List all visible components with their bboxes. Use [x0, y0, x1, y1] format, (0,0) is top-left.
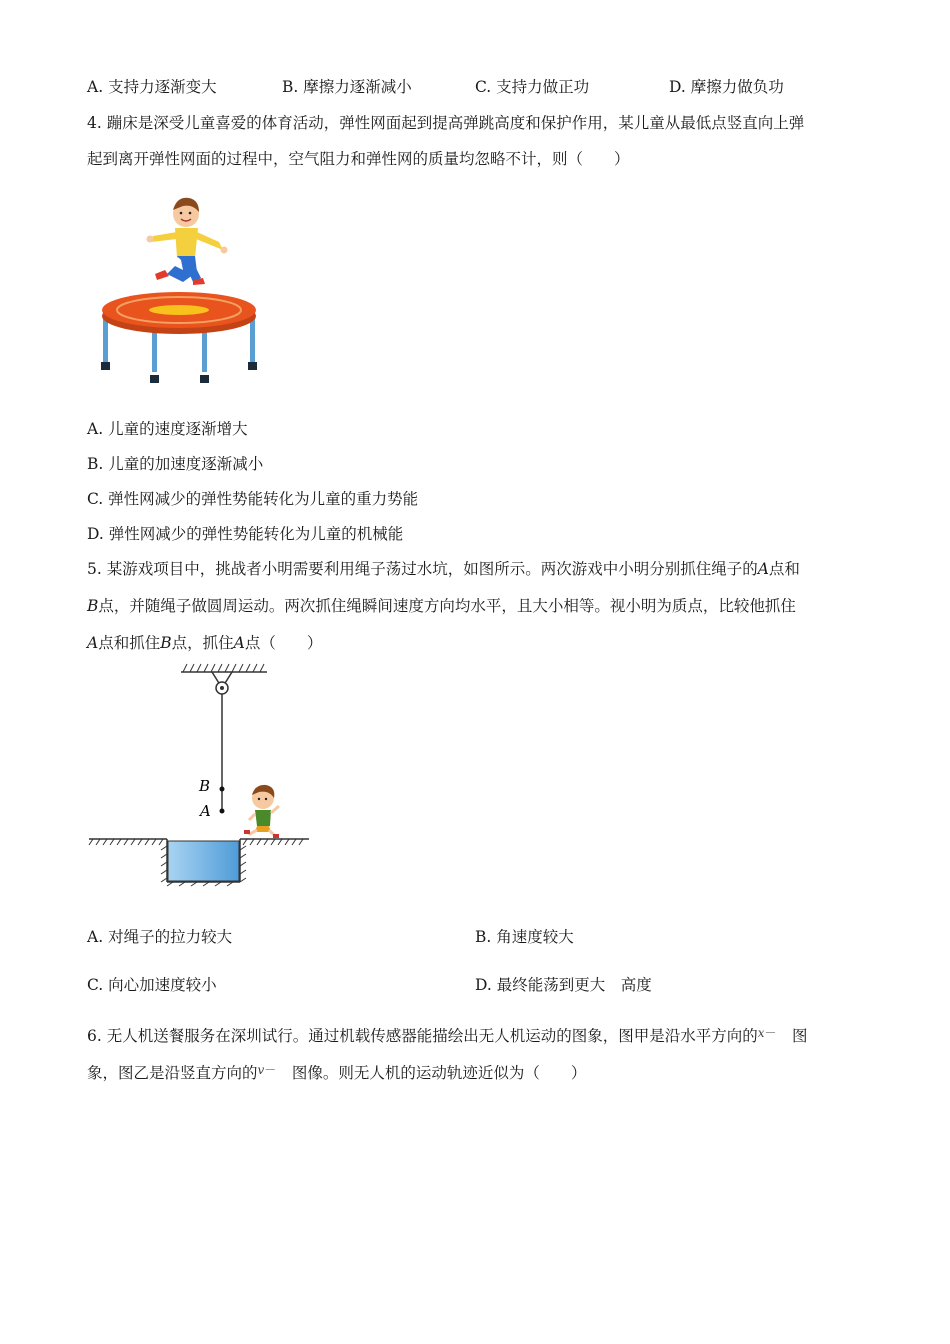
q5-stem-line3: A点和抓住B点，抓住A点（ ） [87, 634, 323, 652]
water-pit [168, 841, 239, 881]
q3-option-a[interactable]: A. 支持力逐渐变大 [87, 78, 217, 96]
trampoline-figure [95, 192, 270, 392]
q3-option-d[interactable]: D. 摩擦力做负功 [669, 78, 784, 96]
ceiling [181, 664, 267, 672]
q3-option-c[interactable]: C. 支持力做正功 [475, 78, 590, 96]
q4-stem-line2: 起到离开弹性网面的过程中，空气阻力和弹性网的质量均忽略不计，则（ ） [87, 150, 630, 168]
point-a-label: A [200, 802, 211, 820]
q4-stem-line1: 4. 蹦床是深受儿童喜爱的体育活动，弹性网面起到提高弹跳高度和保护作用，某儿童从最低点竖直向上弹 [87, 114, 805, 132]
q5-option-b[interactable]: B. 角速度较大 [475, 928, 574, 946]
q3-option-b[interactable]: B. 摩擦力逐渐减小 [282, 78, 412, 96]
q5-option-c[interactable]: C. 向心加速度较小 [87, 976, 217, 994]
q6-stem-line1: 6. 无人机送餐服务在深圳试行。通过机载传感器能描绘出无人机运动的图象，图甲是沿水平方向的$^{x-}$ 图 [87, 1026, 808, 1045]
trampoline-center [149, 305, 209, 315]
point-b-dot [220, 787, 225, 792]
point-a-dot [220, 809, 225, 814]
running-boy [244, 785, 279, 838]
q4-option-d[interactable]: D. 弹性网减少的弹性势能转化为儿童的机械能 [87, 525, 404, 543]
q4-option-a[interactable]: A. 儿童的速度逐渐增大 [87, 420, 248, 438]
q5-stem-line2: B点，并随绳子做圆周运动。两次抓住绳瞬间速度方向均水平，且大小相等。视小明为质点，比较他抓住 [87, 597, 796, 615]
q6-stem-line2: 象，图乙是沿竖直方向的$^{v-}$ 图像。则无人机的运动轨迹近似为（ ） [87, 1063, 587, 1082]
q5-option-a[interactable]: A. 对绳子的拉力较大 [87, 928, 233, 946]
point-b-label: B [199, 777, 211, 795]
q4-option-c[interactable]: C. 弹性网减少的弹性势能转化为儿童的重力势能 [87, 490, 419, 508]
rope-swing-figure [87, 660, 312, 890]
q5-option-d[interactable]: D. 最终能荡到更大 高度 [475, 976, 652, 994]
q5-stem-line1: 5. 某游戏项目中，挑战者小明需要利用绳子荡过水坑，如图所示。两次游戏中小明分别抓住绳子的A点和 [87, 560, 800, 578]
jumping-child [147, 198, 228, 285]
q4-option-b[interactable]: B. 儿童的加速度逐渐减小 [87, 455, 264, 473]
